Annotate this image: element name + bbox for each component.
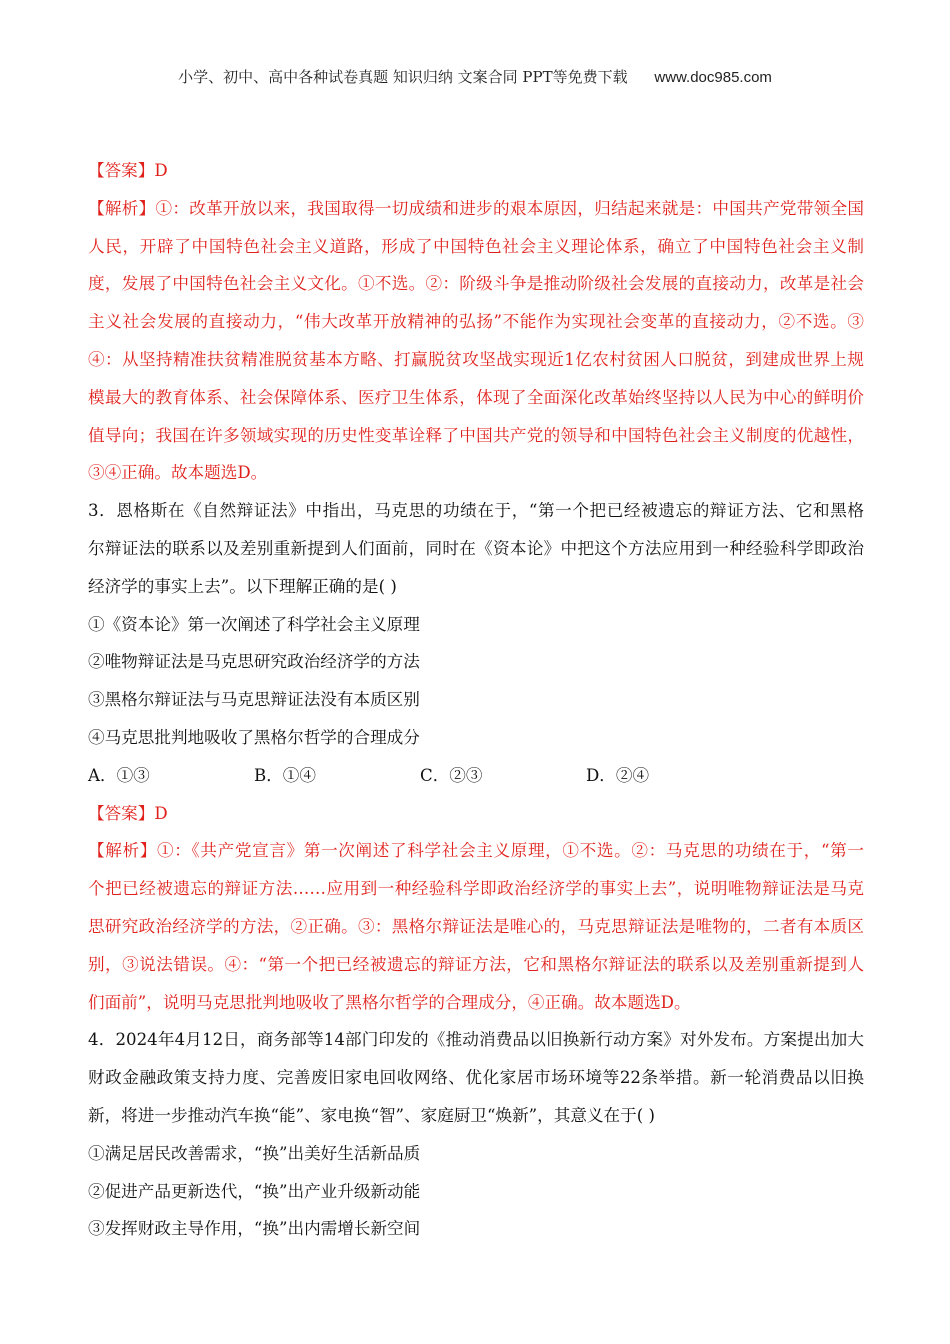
q4-item: ②促进产品更新迭代，“换”出产业升级新动能 — [88, 1181, 421, 1201]
q4-stem-line: 4．2024年4月12日，商务部等14部门印发的《推动消费品以旧换新行动方案》对外发布。方案提出加大 — [88, 1030, 864, 1050]
q3-items — [88, 606, 864, 757]
q2-analysis-line: 主义社会发展的直接动力，“伟大改革开放精神的弘扬”不能作为实现社会变革的直接动力，②不选。③ — [88, 312, 864, 332]
q4-item: ①满足居民改善需求，“换”出美好生活新品质 — [88, 1143, 421, 1163]
header-text: 小学、初中、高中各种试卷真题 知识归纳 文案合同 PPT等免费下载 — [178, 68, 628, 86]
q3-stem-line: 尔辩证法的联系以及差别重新提到人们面前，同时在《资本论》中把这个方法应用到一种经验科学即政治 — [88, 538, 864, 558]
q3-answer: 【答案】D — [88, 803, 168, 823]
q4-item: ③发挥财政主导作用，“换”出内需增长新空间 — [88, 1219, 421, 1239]
q2-analysis-line: 模最大的教育体系、社会保障体系、医疗卫生体系，体现了全面深化改革始终坚持以人民为中心的鲜明价 — [88, 387, 864, 407]
page-content — [88, 152, 864, 1248]
header-site: www.doc985.com — [654, 69, 772, 86]
q4-items — [88, 1135, 864, 1248]
q2-analysis-line: 度，发展了中国特色社会主义文化。①不选。②：阶级斗争是推动阶级社会发展的直接动力，改革是社会 — [88, 274, 864, 294]
q3-option-d: D．②④ — [586, 765, 650, 785]
q3-analysis-line: 【解析】①：《共产党宣言》第一次阐述了科学社会主义原理，①不选。②：马克思的功绩在于，“第一 — [88, 841, 864, 861]
q3-stem — [88, 492, 864, 605]
q4-stem-line: 新，将进一步推动汽车换“能”、家电换“智”、家庭厨卫“焕新”，其意义在于( ) — [88, 1105, 655, 1125]
q3-item: ①《资本论》第一次阐述了科学社会主义原理 — [88, 614, 420, 634]
q2-analysis — [88, 190, 864, 492]
q2-analysis-line: 人民，开辟了中国特色社会主义道路，形成了中国特色社会主义理论体系，确立了中国特色社会主义制 — [88, 236, 864, 256]
q3-stem-line: 经济学的事实上去”。以下理解正确的是( ) — [88, 576, 397, 596]
q3-option-c: C．②③ — [420, 765, 483, 785]
q4-stem-line: 财政金融政策支持力度、完善废旧家电回收网络、优化家居市场环境等22条举措。新一轮消费品以旧换 — [88, 1068, 864, 1088]
q2-answer: 【答案】D — [88, 161, 168, 180]
q2-analysis-line: 值导向；我国在许多领域实现的历史性变革诠释了中国共产党的领导和中国特色社会主义制度的优越性， — [88, 425, 864, 445]
q2-analysis-line: ③④正确。故本题选D。 — [88, 463, 268, 483]
q2-analysis-line: ④：从坚持精准扶贫精准脱贫基本方略、打赢脱贫攻坚战实现近1亿农村贫困人口脱贫，到建成世界上规 — [88, 349, 864, 369]
q2-analysis-line: 【解析】①：改革开放以来，我国取得一切成绩和进步的艰本原因，归结起来就是：中国共产党带领全国 — [88, 198, 864, 218]
q3-item: ④马克思批判地吸收了黑格尔哲学的合理成分 — [88, 727, 420, 747]
page-header — [0, 66, 950, 87]
q3-item: ③黑格尔辩证法与马克思辩证法没有本质区别 — [88, 690, 420, 710]
q3-analysis — [88, 832, 864, 1021]
q4-stem — [88, 1021, 864, 1134]
q3-analysis-line: 们面前”，说明马克思批判地吸收了黑格尔哲学的合理成分，④正确。故本题选D。 — [88, 992, 691, 1012]
q3-item: ②唯物辩证法是马克思研究政治经济学的方法 — [88, 652, 420, 672]
q3-analysis-line: 别，③说法错误。④：“第一个把已经被遗忘的辩证方法，它和黑格尔辩证法的联系以及差别重新提到人 — [88, 954, 864, 974]
q3-analysis-line: 个把已经被遗忘的辩证方法……应用到一种经验科学即政治经济学的事实上去”，说明唯物辩证法是马克 — [88, 879, 864, 899]
q3-analysis-line: 思研究政治经济学的方法，②正确。③：黑格尔辩证法是唯心的，马克思辩证法是唯物的，二者有本质区 — [88, 916, 864, 936]
q3-options — [88, 757, 864, 795]
q3-option-b: B．①④ — [254, 765, 316, 785]
q3-option-a: A．①③ — [88, 765, 150, 785]
q3-stem-line: 3．恩格斯在《自然辩证法》中指出，马克思的功绩在于，“第一个把已经被遗忘的辩证方法、它和黑格 — [88, 501, 864, 521]
